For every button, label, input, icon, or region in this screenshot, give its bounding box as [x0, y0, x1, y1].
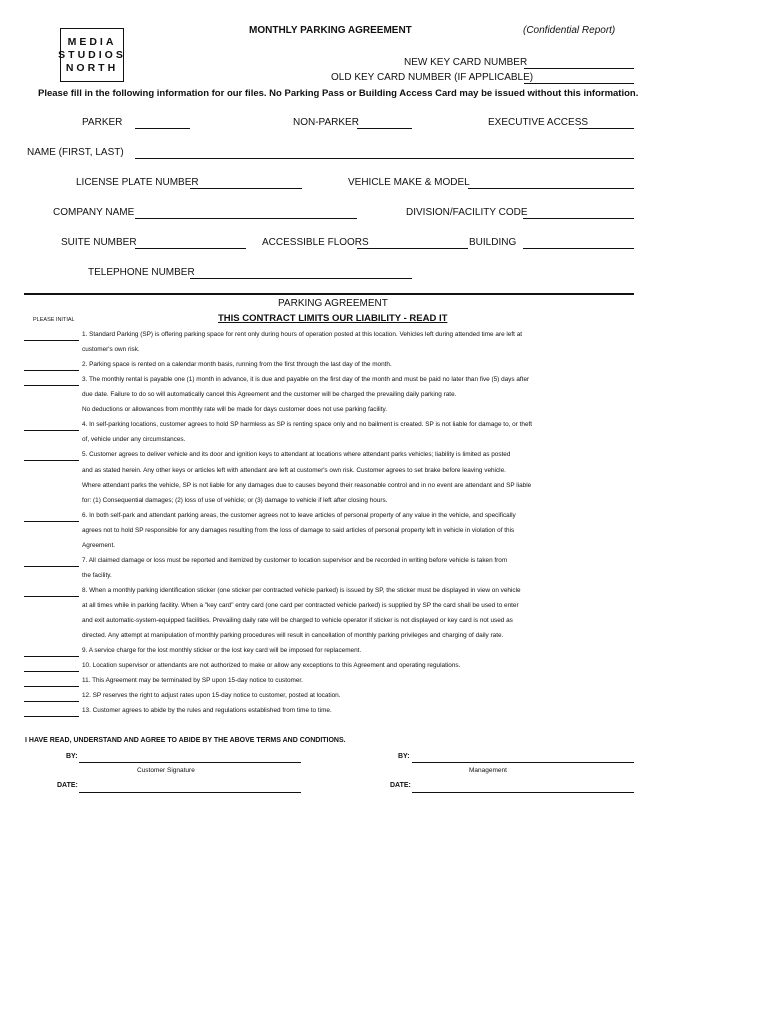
- agreement-line: 5. Customer agrees to deliver vehicle and its door and ignition keys to attendant at locations where attendant parks vehicles; liability is limited as posted: [82, 451, 511, 459]
- date-left-label: DATE:: [57, 782, 78, 789]
- agreement-line: 8. When a monthly parking identification sticker (one sticker per contracted vehicle parked) is issued by SP, the sticker must be displayed in view on vehicle: [82, 586, 521, 594]
- company-name-field[interactable]: [135, 218, 357, 219]
- division-label: DIVISION/FACILITY CODE: [406, 207, 528, 218]
- initial-field-8[interactable]: [24, 596, 79, 597]
- agreement-line: 1. Standard Parking (SP) is offering parking space for rent only during hours of operation posted at this location. Vehicles left during attended time are left at: [82, 331, 523, 338]
- old-key-card-label: OLD KEY CARD NUMBER (IF APPLICABLE): [331, 72, 534, 83]
- telephone-field[interactable]: [190, 278, 412, 279]
- license-plate-label: LICENSE PLATE NUMBER: [76, 177, 199, 188]
- agreement-line: 9. A service charge for the lost monthly sticker or the lost key card will be imposed for replacement.: [82, 647, 362, 654]
- agreement-line: at all times while in parking facility. When a "key card" entry card (one card per contracted vehicle parked) is supplied by SP the card shall be used to enter: [82, 601, 519, 609]
- agreement-line: due date. Failure to do so will automatically cancel this Agreement and the customer will be charged the prevailing daily parking rate.: [82, 391, 457, 399]
- initial-field-1[interactable]: [24, 340, 79, 341]
- non-parker-field[interactable]: [357, 128, 412, 129]
- building-field[interactable]: [523, 248, 634, 249]
- license-plate-field[interactable]: [190, 188, 302, 189]
- building-label: BUILDING: [469, 237, 517, 248]
- agreement-line: 12. SP reserves the right to adjust rates upon 15-day notice to customer, posted at location.: [82, 692, 341, 700]
- customer-signature-caption: Customer Signature: [137, 767, 195, 774]
- initial-field-2[interactable]: [24, 370, 79, 371]
- suite-number-label: SUITE NUMBER: [61, 237, 137, 248]
- initial-field-3[interactable]: [24, 385, 79, 386]
- parker-field[interactable]: [135, 128, 190, 129]
- instructions-text: Please fill in the following information for our files. No Parking Pass or Building Access Card may be issued without this information.: [38, 88, 639, 99]
- name-field[interactable]: [135, 158, 634, 159]
- agreement-line: 11. This Agreement may be terminated by SP upon 15-day notice to customer.: [82, 677, 303, 685]
- initial-field-5[interactable]: [24, 460, 79, 461]
- customer-date-field[interactable]: [79, 792, 301, 793]
- agreement-line: for: (1) Consequential damages; (2) loss of use of vehicle; or (3) damage to vehicle if left after closing hours.: [82, 496, 388, 504]
- agreement-heading: PARKING AGREEMENT: [278, 298, 388, 309]
- agreement-line: 2. Parking space is rented on a calendar month basis, running from the first through the last day of the month.: [82, 361, 392, 369]
- logo-line-3: NORTH: [65, 61, 119, 74]
- initial-field-7[interactable]: [24, 566, 79, 567]
- agreement-line: directed. Any attempt at manipulation of monthly parking procedures will result in cancellation of monthly parking privileges and charging of daily rate.: [82, 632, 504, 639]
- agreement-line: and as stated herein. Any other keys or articles left with attendant are left at customer's own risk. Customer agrees to set brake before leaving vehicle.: [82, 466, 506, 474]
- suite-number-field[interactable]: [135, 248, 246, 249]
- vehicle-make-model-field[interactable]: [468, 188, 634, 189]
- new-key-card-label: NEW KEY CARD NUMBER: [404, 57, 528, 68]
- management-caption: Management: [469, 767, 507, 774]
- management-signature-field[interactable]: [412, 762, 634, 763]
- agreement-subheading: THIS CONTRACT LIMITS OUR LIABILITY - READ IT: [218, 313, 448, 324]
- accessible-floors-field[interactable]: [357, 248, 468, 249]
- agreement-line: 6. In both self-park and attendant parking areas, the customer agrees not to leave articles of personal property of any value in the vehicle, and specifically: [82, 511, 516, 519]
- customer-signature-field[interactable]: [79, 762, 301, 763]
- initial-field-6[interactable]: [24, 521, 79, 522]
- agreement-line: the facility.: [82, 571, 112, 579]
- initial-field-4[interactable]: [24, 430, 79, 431]
- agreement-line: of, vehicle under any circumstances.: [82, 436, 186, 444]
- parker-label: PARKER: [82, 117, 123, 128]
- initial-field-13[interactable]: [24, 716, 79, 717]
- agreement-line: customer's own risk.: [82, 346, 140, 354]
- executive-access-field[interactable]: [579, 128, 634, 129]
- by-left-label: BY:: [66, 753, 78, 760]
- agreement-line: and exit automatic-system-equipped facilities. Prevailing daily rate will be charged to vehicle operator if sticker is not displayed or key card is not used as: [82, 617, 513, 624]
- old-key-card-field[interactable]: [524, 83, 634, 84]
- media-studios-north-logo: [60, 28, 124, 82]
- non-parker-label: NON-PARKER: [293, 117, 359, 128]
- agreement-line: No deductions or allowances from monthly rate will be made for days customer does not use parking facility.: [82, 406, 387, 414]
- division-field[interactable]: [523, 218, 634, 219]
- agreement-line: Where attendant parks the vehicle, SP is not liable for any damages due to causes beyond their reasonable control and in no event are attendant and SP liable: [82, 481, 532, 489]
- telephone-label: TELEPHONE NUMBER: [88, 267, 195, 278]
- please-initial-label: PLEASE INITIAL: [33, 317, 75, 323]
- accessible-floors-label: ACCESSIBLE FLOORS: [262, 237, 369, 248]
- executive-access-label: EXECUTIVE ACCESS: [488, 117, 589, 128]
- new-key-card-field[interactable]: [524, 68, 634, 69]
- agreement-line: Agreement.: [82, 541, 116, 549]
- management-date-field[interactable]: [412, 792, 634, 793]
- agreement-line: 3. The monthly rental is payable one (1) month in advance, it is due and payable on the first day of the month and must be paid no later than five (5) days after: [82, 376, 530, 384]
- initial-field-9[interactable]: [24, 656, 79, 657]
- by-right-label: BY:: [398, 753, 410, 760]
- logo-line-1: MEDIA: [67, 35, 117, 48]
- date-right-label: DATE:: [390, 782, 411, 789]
- agreement-line: agrees not to hold SP responsible for any damages resulting from the loss of damage to said articles of personal property left in vehicle in violation of this: [82, 526, 515, 534]
- vehicle-make-model-label: VEHICLE MAKE & MODEL: [348, 177, 470, 188]
- initial-field-12[interactable]: [24, 701, 79, 702]
- agreement-line: 7. All claimed damage or loss must be reported and itemized by customer to location supervisor and be recorded in writing before vehicle is taken from: [82, 556, 508, 564]
- section-divider: [24, 293, 634, 295]
- form-title: MONTHLY PARKING AGREEMENT: [249, 25, 412, 36]
- agreement-line: 13. Customer agrees to abide by the rules and regulations established from time to time.: [82, 707, 332, 715]
- initial-field-10[interactable]: [24, 671, 79, 672]
- confidential-label: (Confidential Report): [523, 25, 616, 36]
- agreement-line: 4. In self-parking locations, customer agrees to hold SP harmless as SP is renting space only and no bailment is created. SP is not liable for damage to, or theft: [82, 421, 533, 429]
- acknowledgement-text: I HAVE READ, UNDERSTAND AND AGREE TO ABIDE BY THE ABOVE TERMS AND CONDITIONS.: [25, 737, 346, 744]
- name-label: NAME (FIRST, LAST): [27, 147, 124, 158]
- logo-line-2: STUDIOS: [58, 48, 126, 61]
- initial-field-11[interactable]: [24, 686, 79, 687]
- agreement-line: 10. Location supervisor or attendants are not authorized to make or allow any exceptions to this Agreement and operating regulations.: [82, 662, 461, 670]
- company-name-label: COMPANY NAME: [53, 207, 135, 218]
